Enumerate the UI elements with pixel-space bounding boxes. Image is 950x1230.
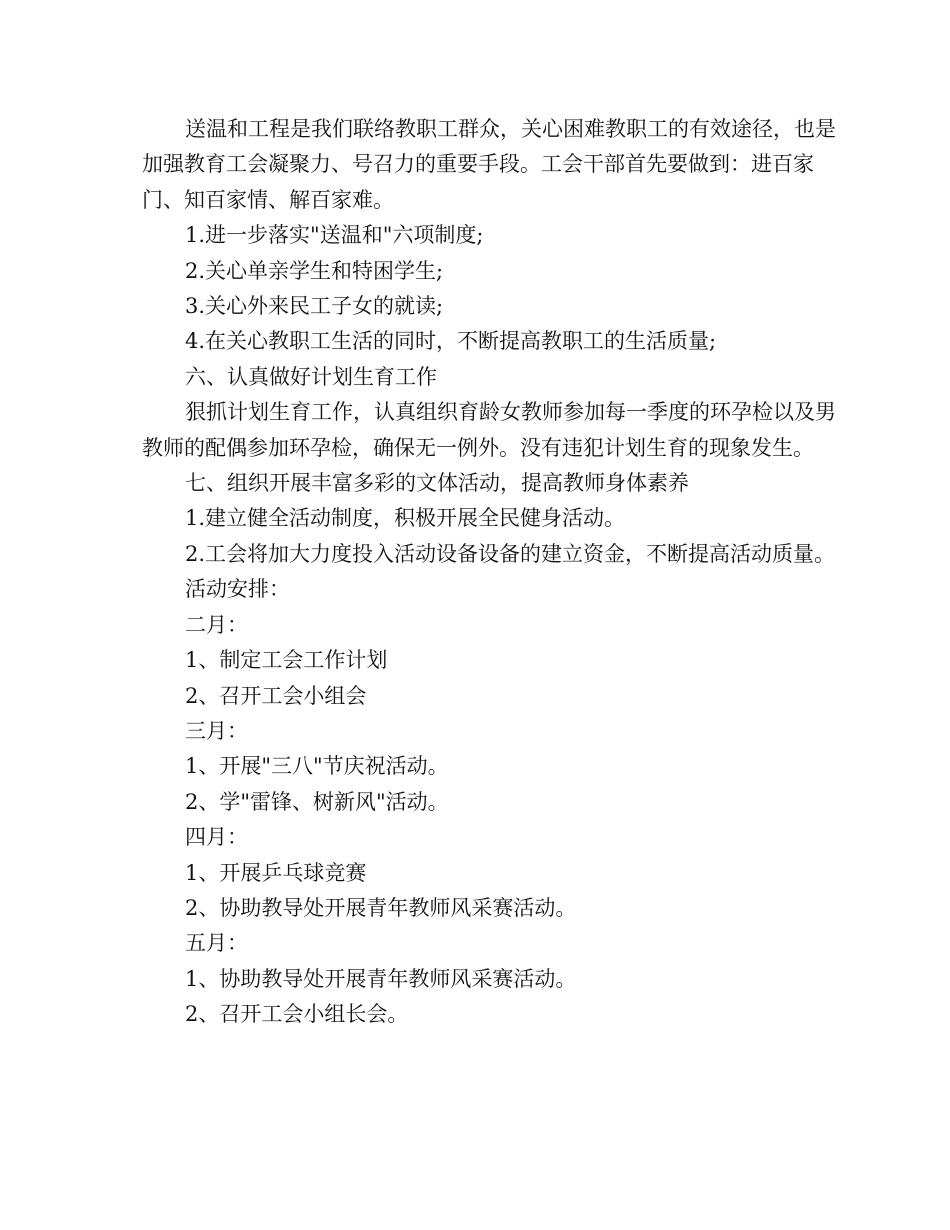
- list-item: 2.工会将加大力度投入活动设备设备的建立资金，不断提高活动质量。: [185, 541, 836, 566]
- list-item: 2、召开工会小组长会。: [185, 1002, 409, 1027]
- list-item: 1、开展乒乓球竞赛: [185, 860, 367, 885]
- list-item: 3.关心外来民工子女的就读;: [185, 294, 444, 319]
- section-heading-6: 六、认真做好计划生育工作: [185, 364, 437, 389]
- paragraph-family-planning: 狠抓计划生育工作，认真组织育龄女教师参加每一季度的环孕检以及男教师的配偶参加环孕检，确保无一例外。没有违犯计划生育的现象发生。: [142, 400, 836, 460]
- month-heading: 三月：: [185, 718, 248, 743]
- list-item: 1、制定工会工作计划: [185, 648, 388, 673]
- section-heading-7: 七、组织开展丰富多彩的文体活动，提高教师身体素养: [185, 471, 689, 496]
- list-item: 2、召开工会小组会: [185, 683, 367, 708]
- month-heading: 五月：: [185, 931, 248, 956]
- month-heading: 四月：: [185, 825, 248, 850]
- list-item: 2、学"雷锋、树新风"活动。: [185, 789, 449, 814]
- list-item: 1.进一步落实"送温和"六项制度;: [185, 223, 484, 248]
- list-item: 2、协助教导处开展青年教师风采赛活动。: [185, 895, 577, 920]
- document-body: [142, 112, 842, 1033]
- activity-schedule-heading: 活动安排：: [185, 577, 290, 602]
- list-item: 2.关心单亲学生和特困学生;: [185, 258, 444, 283]
- list-item: 1、协助教导处开展青年教师风采赛活动。: [185, 966, 577, 991]
- month-heading: 二月：: [185, 612, 248, 637]
- list-item: 1、开展"三八"节庆祝活动。: [185, 754, 449, 779]
- list-item: 1.建立健全活动制度，积极开展全民健身活动。: [185, 506, 626, 531]
- list-item: 4.在关心教职工生活的同时，不断提高教职工的生活质量;: [185, 329, 717, 354]
- paragraph-intro: 送温和工程是我们联络教职工群众，关心困难教职工的有效途径，也是加强教育工会凝聚力、号召力的重要手段。工会干部首先要做到：进百家门、知百家情、解百家难。: [142, 117, 836, 212]
